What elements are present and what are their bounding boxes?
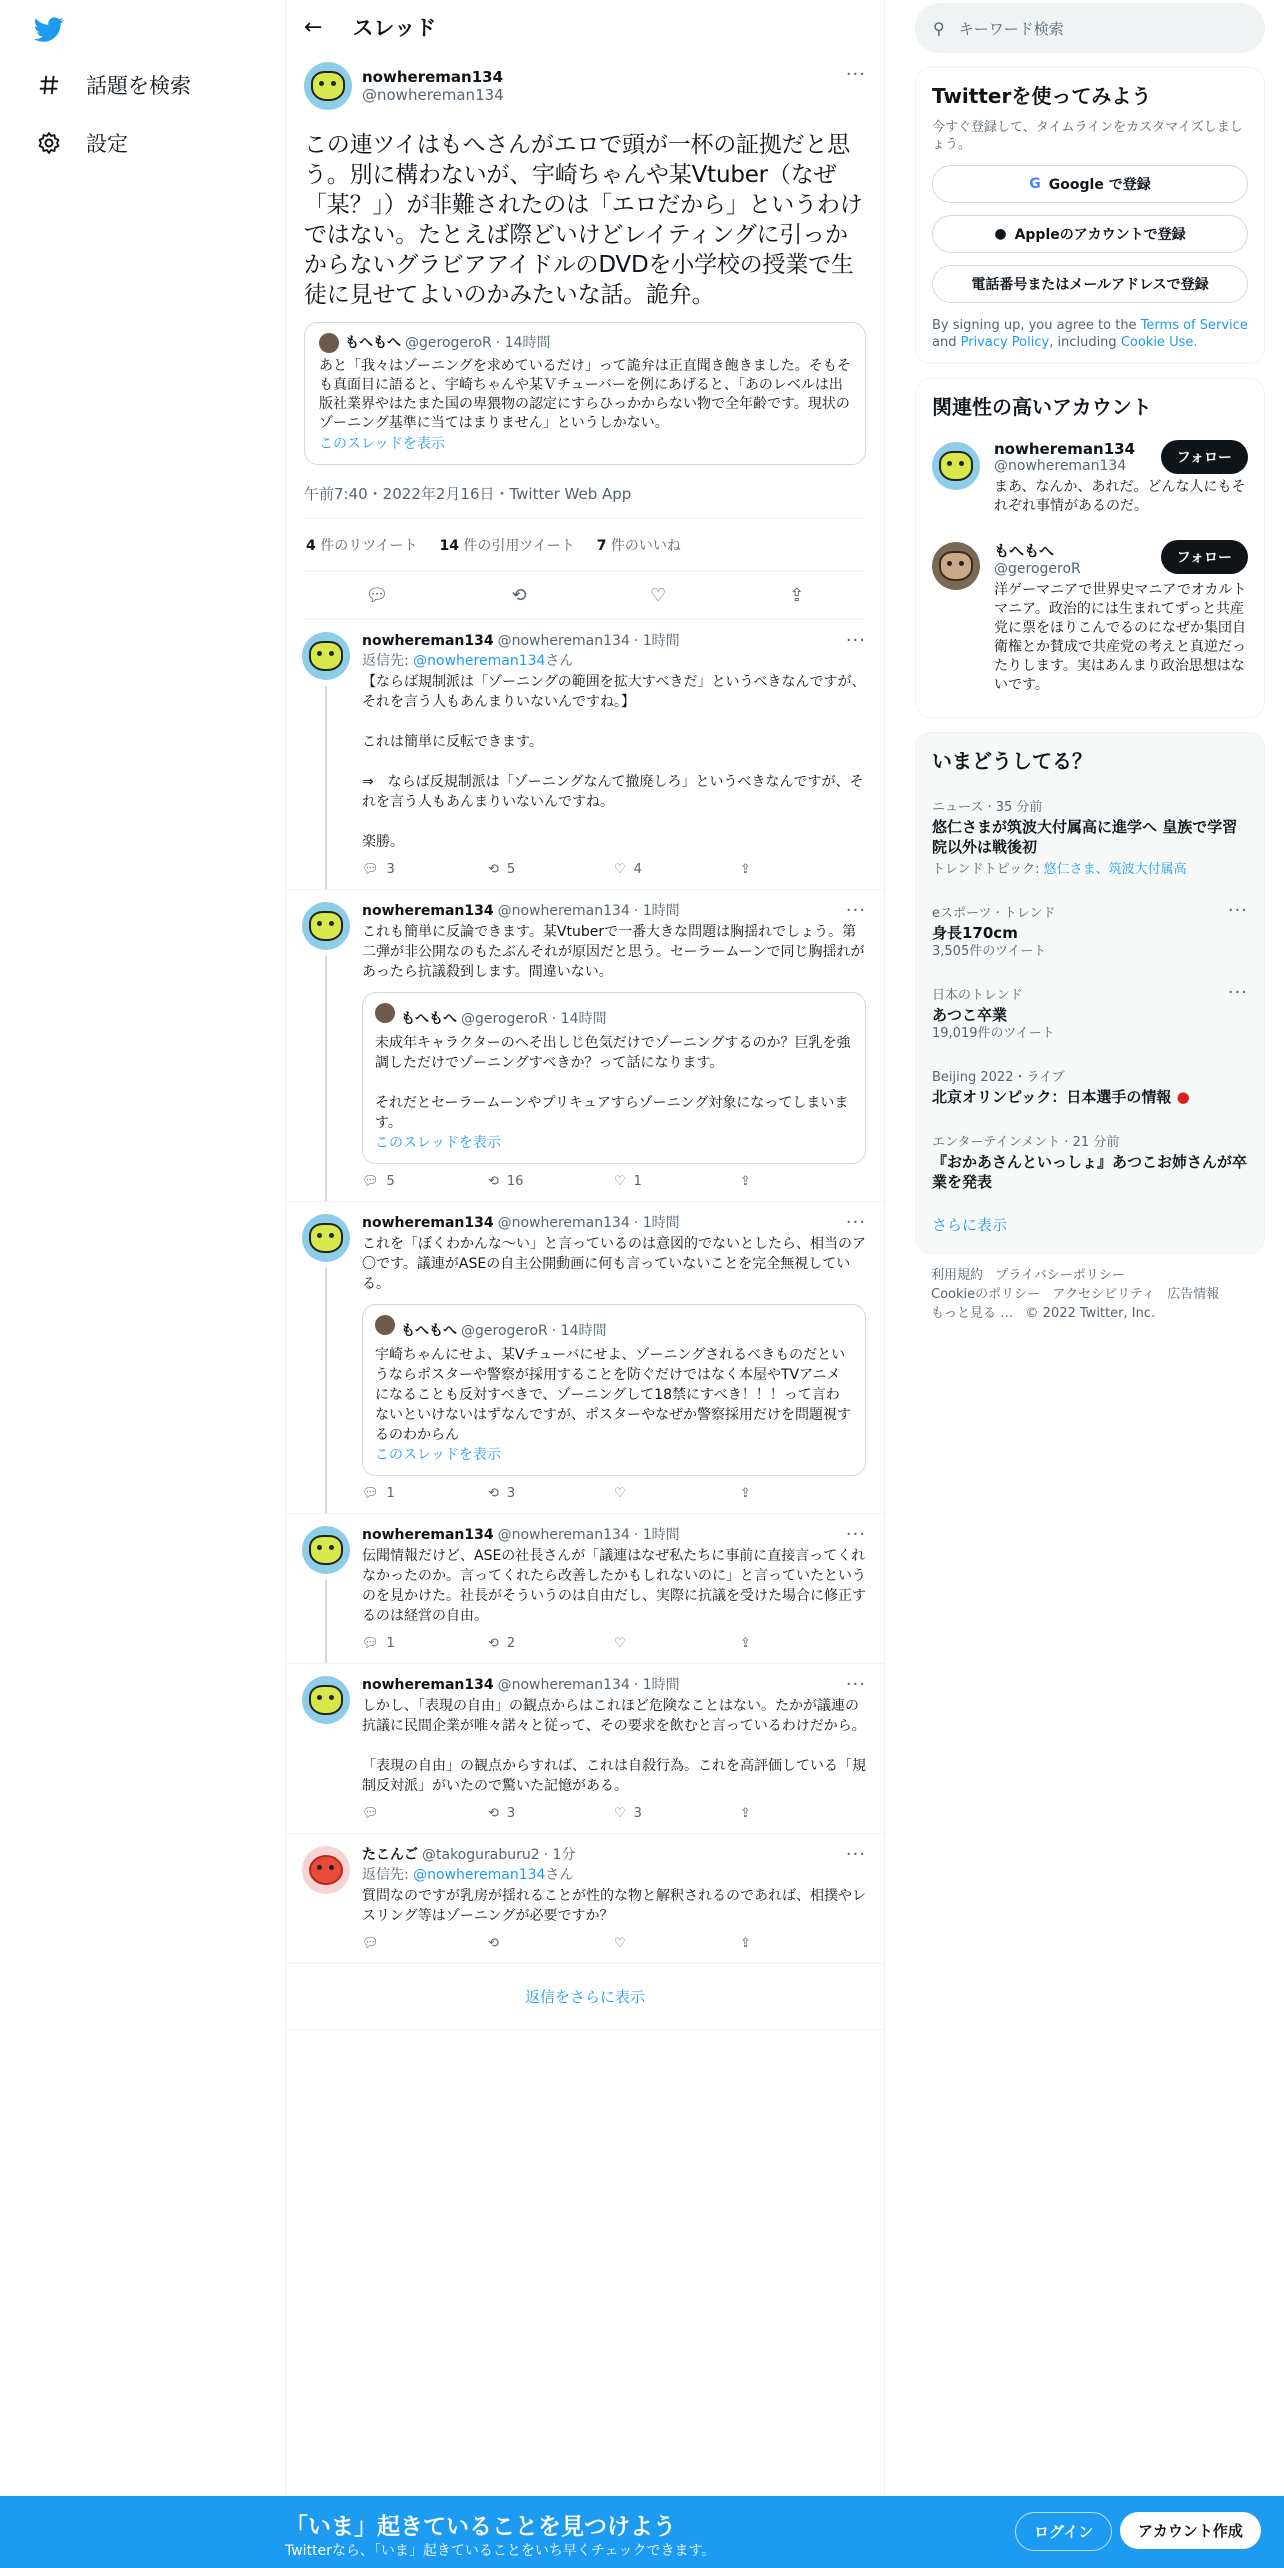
tweet-actions — [362, 1806, 866, 1821]
tweet-time[interactable]: · 1時間 — [633, 633, 680, 649]
reply-action[interactable] — [362, 1936, 488, 1951]
show-more-replies[interactable]: 返信をさらに表示 — [286, 1964, 884, 2030]
thread-line — [325, 1580, 327, 1663]
quoted-author-name: もへもへ — [401, 1323, 457, 1339]
tweet-actions — [304, 572, 866, 620]
retweet-action[interactable] — [488, 1936, 614, 1951]
trend-item[interactable]: ··· eスポーツ · トレンド 身長170cm 3,505件のツイート — [932, 900, 1248, 959]
back-arrow-icon[interactable]: ← — [304, 14, 323, 40]
footer-more[interactable]: もっと見る … — [931, 1306, 1014, 1321]
thread-header — [286, 0, 884, 54]
more-options-icon[interactable]: ··· — [845, 64, 866, 85]
like-action[interactable]: ♡ 3 — [614, 1806, 642, 1821]
footer-privacy[interactable]: プライバシーポリシー — [995, 1268, 1125, 1283]
retweet-icon: ⟲ — [488, 1936, 499, 1951]
more-options-icon[interactable]: ··· — [845, 1524, 866, 1545]
account-bio: まあ、なんか、あれだ。どんな人にもそれぞれ事情があるのだ。 — [994, 479, 1246, 514]
more-options-icon[interactable]: ··· — [845, 1674, 866, 1695]
reply-icon: 💬︎ — [362, 862, 379, 877]
show-thread-link[interactable]: このスレッドを表示 — [375, 1135, 501, 1151]
quoted-avatar — [319, 333, 339, 353]
reply-action[interactable]: 💬︎ 5 — [362, 1174, 395, 1189]
follow-button[interactable]: フォロー — [1161, 540, 1248, 574]
tweet-time[interactable]: · 1分 — [543, 1847, 576, 1863]
reply-to-link[interactable]: @nowhereman134 — [413, 653, 546, 669]
show-thread-link[interactable]: このスレッドを表示 — [319, 436, 445, 452]
footer-accessibility[interactable]: アクセシビリティ — [1052, 1287, 1155, 1302]
search-icon: ⚲ — [933, 18, 945, 38]
author-name[interactable]: nowhereman134 — [362, 1527, 494, 1543]
reply-tweet[interactable] — [286, 1664, 884, 1834]
like-icon: ♡ — [614, 1636, 626, 1651]
more-options-icon[interactable]: ··· — [1227, 982, 1248, 1003]
avatar[interactable] — [932, 542, 980, 590]
reply-tweet[interactable] — [286, 890, 884, 1202]
more-options-icon[interactable]: ··· — [1227, 900, 1248, 921]
avatar[interactable] — [302, 1214, 350, 1262]
nav-settings-label: 設定 — [86, 132, 128, 156]
page-title: スレッド — [352, 16, 437, 40]
quoted-author-name: もへもへ — [401, 1011, 457, 1027]
search-placeholder: キーワード検索 — [958, 19, 1064, 38]
retweet-stat[interactable]: 4 件のリツイート — [306, 538, 418, 554]
reply-action[interactable] — [362, 1806, 488, 1821]
avatar[interactable] — [302, 1676, 350, 1724]
bottom-signup-bar — [0, 2496, 1284, 2568]
related-account[interactable] — [932, 430, 1248, 530]
tweet-stats — [304, 519, 866, 572]
author-name[interactable]: nowhereman134 — [362, 633, 494, 649]
quote-stat[interactable]: 14 件の引用ツイート — [439, 538, 575, 554]
quoted-tweet[interactable] — [304, 322, 866, 465]
tweet-time[interactable]: · 1時間 — [633, 1527, 680, 1543]
like-action[interactable] — [614, 1486, 740, 1501]
author-name[interactable]: たこんご — [362, 1847, 418, 1863]
retweet-icon: ⟲ — [488, 1174, 499, 1189]
share-icon[interactable]: ⇪ — [789, 585, 805, 606]
author-name[interactable]: nowhereman134 — [362, 1677, 494, 1693]
nav-settings[interactable] — [36, 128, 128, 158]
account-handle: @nowhereman134 — [994, 458, 1127, 474]
share-icon: ⇪ — [740, 1174, 751, 1189]
nav-explore-label: 話題を検索 — [86, 74, 191, 98]
tweet-text: これを「ぼくわかんな～い」と言っているのは意図的でないとしたら、相当のア〇です。議連がASEの自主公開動画に何も言っていないことを完全無視している。 — [362, 1236, 866, 1292]
reply-list — [286, 620, 884, 1964]
reply-to: 返信先: @nowhereman134さん — [362, 653, 574, 669]
author-handle[interactable]: @nowhereman134 — [497, 903, 630, 919]
trend-item[interactable]: ··· 日本のトレンド あつこ卒業 19,019件のツイート — [932, 982, 1248, 1041]
account-handle: @gerogeroR — [994, 561, 1081, 577]
footer-ads[interactable]: 広告情報 — [1167, 1287, 1220, 1302]
reply-tweet[interactable] — [286, 1514, 884, 1664]
tweet-text: しかし、「表現の自由」の観点からはこれほど危険なことはない。たかが議連の抗議に民間企業が唯々諾々と従って、その要求を飲むと言っているわけだから。 「表現の自由」の観点からすれば、これは自殺行為。これを高評価している「規制反対派」がいたので驚いた記憶がある。 — [362, 1698, 866, 1794]
trend-item[interactable]: Beijing 2022・ライブ 北京オリンピック：日本選手の情報 ● — [932, 1070, 1190, 1106]
reply-icon: 💬︎ — [362, 1174, 379, 1189]
more-options-icon[interactable]: ··· — [845, 1212, 866, 1233]
hashtag-icon — [36, 72, 62, 98]
quoted-time: · 14時間 — [495, 334, 551, 351]
reply-action[interactable]: 💬︎ 1 — [362, 1636, 395, 1651]
author-handle[interactable]: @nowhereman134 — [497, 1215, 630, 1231]
tweet-actions — [362, 1174, 866, 1189]
trends-card — [915, 732, 1265, 1254]
share-icon: ⇪ — [740, 862, 751, 877]
tweet-actions — [362, 1936, 866, 1951]
quoted-time: · 14時間 — [551, 1011, 607, 1027]
trends-title: いまどうしてる？ — [932, 749, 1092, 773]
account-name[interactable]: nowhereman134 — [994, 440, 1136, 458]
share-action[interactable] — [740, 1486, 866, 1501]
login-button[interactable]: ログイン — [1015, 2512, 1112, 2551]
share-icon: ⇪ — [740, 1936, 751, 1951]
author-name[interactable]: nowhereman134 — [362, 1215, 494, 1231]
reply-icon: 💬︎ — [362, 1636, 379, 1651]
retweet-action[interactable]: ⟲ 3 — [488, 1486, 516, 1501]
avatar[interactable] — [302, 632, 350, 680]
google-icon: G — [1029, 176, 1041, 192]
avatar[interactable] — [932, 442, 980, 490]
reply-tweet[interactable] — [286, 620, 884, 890]
trend-item[interactable]: エンターテインメント · 21 分前 『おかあさんといっしょ』あつこお姉さんが卒業を発表 — [932, 1135, 1248, 1191]
tweet-time[interactable]: · 1時間 — [633, 1215, 680, 1231]
more-options-icon[interactable]: ··· — [845, 900, 866, 921]
retweet-action[interactable]: ⟲ 2 — [488, 1636, 516, 1651]
quoted-author-handle: @gerogeroR — [461, 1323, 548, 1339]
reply-tweet[interactable] — [286, 1202, 884, 1514]
account-name[interactable]: もへもへ — [994, 542, 1055, 560]
retweet-icon: ⟲ — [488, 1486, 499, 1501]
gear-icon — [36, 130, 62, 156]
share-action[interactable] — [740, 1636, 866, 1651]
tweet-actions — [362, 1486, 866, 1501]
reply-icon: 💬︎ — [362, 1486, 379, 1501]
related-accounts-card — [915, 378, 1265, 718]
retweet-action[interactable]: ⟲ 5 — [488, 862, 516, 877]
follow-button[interactable]: フォロー — [1161, 440, 1248, 474]
quoted-avatar — [375, 1315, 395, 1335]
like-icon: ♡ — [614, 1806, 626, 1821]
like-action[interactable]: ♡ 1 — [614, 1174, 642, 1189]
avatar[interactable] — [302, 1846, 350, 1894]
signup-subtitle: 今すぐ登録して、タイムラインをカスタマイズしましょう。 — [932, 120, 1243, 152]
avatar[interactable] — [302, 902, 350, 950]
share-action[interactable] — [740, 862, 866, 877]
more-options-icon[interactable]: ··· — [845, 1844, 866, 1865]
japan-flag-icon: ● — [1176, 1088, 1190, 1106]
share-action[interactable] — [740, 1174, 866, 1189]
thread-line — [325, 686, 327, 889]
author-name[interactable]: nowhereman134 — [362, 68, 504, 86]
retweet-icon: ⟲ — [488, 1806, 499, 1821]
like-icon: ♡ — [614, 1936, 626, 1951]
signup-card — [915, 67, 1265, 364]
thread-line — [325, 956, 327, 1201]
trend-item[interactable]: ニュース · 35 分前 悠仁さまが筑波大付属高に進学へ 皇族で学習院以外は戦後初 トレンドトピック: 悠仁さま、筑波大付属高 — [932, 800, 1238, 877]
tweet-actions — [362, 1636, 866, 1651]
related-title: 関連性の高いアカウント — [932, 395, 1152, 419]
quoted-text: 宇崎ちゃんにせよ、某Vチューバにせよ、ゾーニングされるべきものだというならポスターや警察が採用することを防ぐだけではなく本屋やTVアニメになることも反対すべきで、ゾーニングして18禁にすべき！！！って言わないといけないはずなんですが、ポスターやなぜか警察採用だけを問題視するのわからん — [375, 1347, 851, 1443]
share-icon: ⇪ — [740, 1636, 751, 1651]
trend-topic-link[interactable]: 悠仁さま、筑波大付属高 — [1043, 862, 1187, 877]
nav-explore[interactable] — [36, 70, 191, 100]
footer-cookie[interactable]: Cookieのポリシー — [931, 1287, 1041, 1302]
signup-button[interactable]: アカウント作成 — [1120, 2512, 1261, 2549]
more-options-icon[interactable]: ··· — [845, 630, 866, 651]
like-action[interactable]: ♡ 4 — [614, 862, 642, 877]
share-action[interactable] — [740, 1806, 866, 1821]
twitter-logo-icon[interactable] — [34, 14, 64, 44]
like-icon: ♡ — [614, 1486, 626, 1501]
like-icon[interactable]: ♡ — [649, 585, 667, 606]
bottom-bar-subtitle: Twitterなら、「いま」起きていることをいち早くチェックできます。 — [285, 2543, 716, 2559]
trends-show-more[interactable]: さらに表示 — [932, 1216, 1008, 1234]
quoted-tweet[interactable] — [362, 1304, 866, 1476]
apple-signup-button[interactable]: ● Appleのアカウントで登録 — [932, 215, 1248, 253]
reply-to-link[interactable]: @nowhereman134 — [413, 1867, 546, 1883]
reply-to: 返信先: @nowhereman134さん — [362, 1867, 574, 1883]
tweet-actions — [362, 862, 866, 877]
right-sidebar — [915, 0, 1265, 1335]
tweet-text: 【ならば規制派は「ゾーニングの範囲を拡大すべきだ」というべきなんですが、それを言う人もあんまりいないんですね。】 これは簡単に反転できます。 ⇒ ならば反規制派は「ゾーニングなんて撤廃しろ」というべきなんですが、それを言う人もあんまりいないんですね。 楽勝。 — [362, 674, 866, 850]
show-thread-link[interactable]: このスレッドを表示 — [375, 1447, 501, 1463]
reply-icon: 💬︎ — [362, 1936, 379, 1951]
thread-column — [285, 0, 885, 2568]
phone-signup-button[interactable]: 電話番号またはメールアドレスで登録 — [932, 265, 1248, 303]
signup-title: Twitterを使ってみよう — [932, 84, 1152, 108]
reply-action[interactable]: 💬︎ 1 — [362, 1486, 395, 1501]
retweet-icon[interactable]: ⟲ — [511, 585, 527, 606]
author-handle[interactable]: @nowhereman134 — [497, 1527, 630, 1543]
tweet-text: これも簡単に反論できます。某Vtuberで一番大きな問題は胸揺れでしょう。第二弾が非公開なのもたぶんそれが原因だと思う。セーラームーンで同じ胸揺れがあったら抗議殺到します。間違いない。 — [362, 924, 865, 980]
retweet-icon: ⟲ — [488, 1636, 499, 1651]
author-name[interactable]: nowhereman134 — [362, 903, 494, 919]
share-icon: ⇪ — [740, 1486, 751, 1501]
share-icon: ⇪ — [740, 1806, 751, 1821]
avatar[interactable] — [304, 62, 352, 110]
tweet-text: 伝聞情報だけど、ASEの社長さんが「議連はなぜ私たちに事前に直接言ってくれなかったのか。言ってくれたら改善したかもしれないのに」と言っていたというのを見かけた。社長がそういうのは自由だし、実際に抗議を受けた場合に修正するのは経営の自由。 — [362, 1548, 866, 1624]
reply-action[interactable]: 💬︎ 3 — [362, 862, 395, 877]
quoted-author-handle: @gerogeroR — [461, 1011, 548, 1027]
retweet-action[interactable]: ⟲ 16 — [488, 1174, 524, 1189]
author-handle[interactable]: @nowhereman134 — [362, 86, 504, 104]
like-action[interactable] — [614, 1936, 740, 1951]
reply-icon: 💬︎ — [362, 1806, 379, 1821]
google-signup-button[interactable]: G Google で登録 — [932, 165, 1248, 203]
left-nav — [0, 0, 285, 2568]
quoted-author-handle: @gerogeroR — [405, 334, 492, 351]
like-icon: ♡ — [614, 862, 626, 877]
quoted-tweet[interactable] — [362, 992, 866, 1164]
author-handle[interactable]: @nowhereman134 — [497, 633, 630, 649]
privacy-link[interactable]: Privacy Policy — [960, 335, 1050, 350]
tweet-meta: 午前7:40・2022年2月16日・Twitter Web App — [304, 483, 866, 519]
reply-icon[interactable]: 💬︎ — [365, 585, 389, 606]
retweet-action[interactable]: ⟲ 3 — [488, 1806, 516, 1821]
quoted-author-name: もへもへ — [345, 334, 401, 351]
bottom-bar-title: 「いま」起きていることを見つけよう — [285, 2514, 676, 2540]
avatar[interactable] — [302, 1526, 350, 1574]
quoted-text: あと「我々はゾーニングを求めているだけ」って詭弁は正直聞き飽きました。そもそも真面目に語ると、宇崎ちゃんや某Ｖチューバーを例にあげると、「あのレベルは出版社業界やはたまた国の卑猥物の認定にすらひっかからない物で全年齢です。現状のゾーニング基準に当てはまりません」というしかない。 — [319, 358, 851, 431]
quoted-text: 未成年キャラクターのへそ出しじ色気だけでゾーニングするのか？巨乳を強調しただけでゾーニングすべきか？って話になります。 それだとセーラームーンやプリキュアすらゾーニング対象になってしまいます。 — [375, 1035, 851, 1131]
quoted-avatar — [375, 1003, 395, 1023]
like-stat[interactable]: 7 件のいいね — [596, 538, 681, 554]
signup-terms: By signing up, you agree to the Terms of Service and Privacy Policy, including Cookie Use. — [932, 318, 1248, 350]
terms-link[interactable]: Terms of Service — [1140, 318, 1248, 333]
apple-icon: ● — [994, 226, 1007, 242]
tweet-time[interactable]: · 1時間 — [633, 903, 680, 919]
thread-line — [325, 1268, 327, 1513]
like-icon: ♡ — [614, 1174, 626, 1189]
quoted-time: · 14時間 — [551, 1323, 607, 1339]
author-handle[interactable]: @nowhereman134 — [497, 1677, 630, 1693]
footer-terms[interactable]: 利用規約 — [931, 1268, 984, 1283]
related-account[interactable] — [932, 530, 1248, 705]
tweet-time[interactable]: · 1時間 — [633, 1677, 680, 1693]
main-tweet — [286, 62, 884, 620]
author-handle[interactable]: @takoguraburu2 — [422, 1847, 540, 1863]
reply-tweet[interactable] — [286, 1834, 884, 1964]
footer-links — [915, 1254, 1265, 1335]
like-action[interactable] — [614, 1636, 740, 1651]
search-input[interactable] — [915, 3, 1265, 53]
account-bio: 洋ゲーマニアで世界史マニアでオカルトマニア。政治的には生まれてずっと共産党に票をほりこんでるのになぜか集団自衛権とか賛成で共産党の考えと真逆だったりします。実はあんまり政治思想はないです。 — [994, 582, 1247, 693]
share-action[interactable] — [740, 1936, 866, 1951]
tweet-text: この連ツイはもへさんがエロで頭が一杯の証拠だと思う。別に構わないが、宇崎ちゃんや某Vtuber（なぜ「某？」）が非難されたのは「エロだから」というわけではない。たとえば際どいけどレイティングに引っかからないグラビアアイドルのDVDを小学校の授業で生徒に見せてよいのかみたいな話。詭弁。 — [304, 132, 863, 308]
footer-copyright: © 2022 Twitter, Inc. — [1025, 1306, 1156, 1321]
retweet-icon: ⟲ — [488, 862, 499, 877]
tweet-text: 質問なのですが乳房が揺れることが性的な物と解釈されるのであれば、相撲やレスリング等はゾーニングが必要ですか？ — [362, 1888, 866, 1924]
cookie-link[interactable]: Cookie Use. — [1120, 335, 1198, 350]
